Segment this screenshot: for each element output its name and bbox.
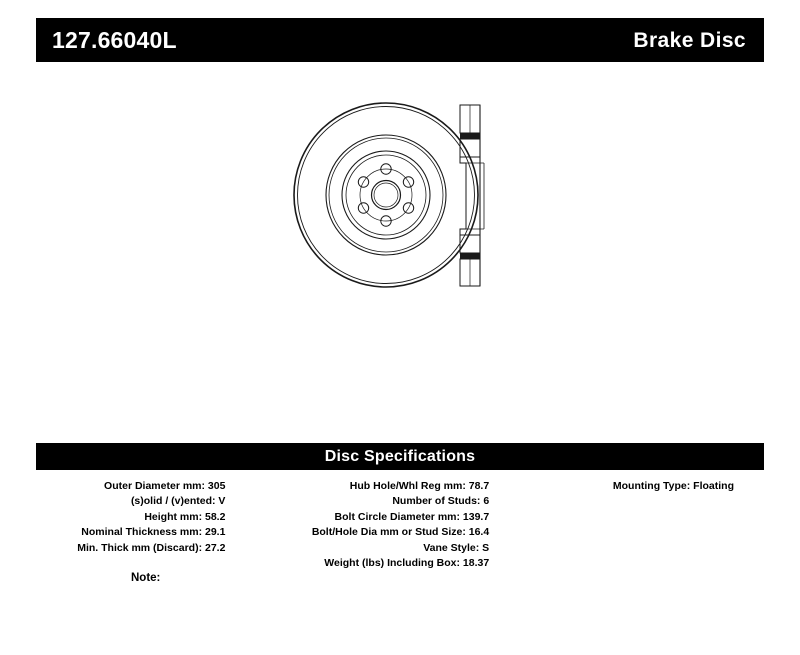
spec-item: Bolt Circle Diameter mm: 139.7 — [334, 510, 490, 523]
rotor-face-view — [291, 100, 481, 295]
spec-item: Weight (lbs) Including Box: 18.37 — [324, 557, 490, 570]
spec-item: Nominal Thickness mm: 29.1 — [81, 526, 226, 539]
spec-section-title: Disc Specifications — [36, 443, 764, 470]
spec-column-3 — [497, 479, 764, 571]
spec-item: (s)olid / (v)ented: V — [130, 495, 226, 508]
spec-column-1 — [36, 479, 233, 571]
spec-item: Number of Studs: 6 — [392, 495, 490, 508]
part-number: 127.66040L — [52, 26, 177, 53]
spec-item: Min. Thick mm (Discard): 27.2 — [77, 541, 226, 554]
spec-column-2 — [233, 479, 497, 571]
product-drawing-area — [36, 70, 764, 425]
rotor-section-view — [456, 103, 516, 293]
product-title: Brake Disc — [633, 28, 746, 52]
spec-columns — [36, 470, 764, 571]
spec-item: Outer Diameter mm: 305 — [104, 480, 226, 492]
spec-item: Vane Style: S — [423, 541, 490, 554]
spec-item: Mounting Type: Floating — [612, 480, 734, 492]
spec-item: Bolt/Hole Dia mm or Stud Size: 16.4 — [311, 526, 490, 539]
disc-specifications — [36, 443, 764, 571]
note-label: Note: — [131, 572, 161, 584]
header-bar — [36, 18, 764, 62]
spec-item: Hub Hole/Whl Reg mm: 78.7 — [349, 480, 490, 492]
note-row — [131, 572, 160, 584]
spec-item: Height mm: 58.2 — [144, 510, 226, 523]
